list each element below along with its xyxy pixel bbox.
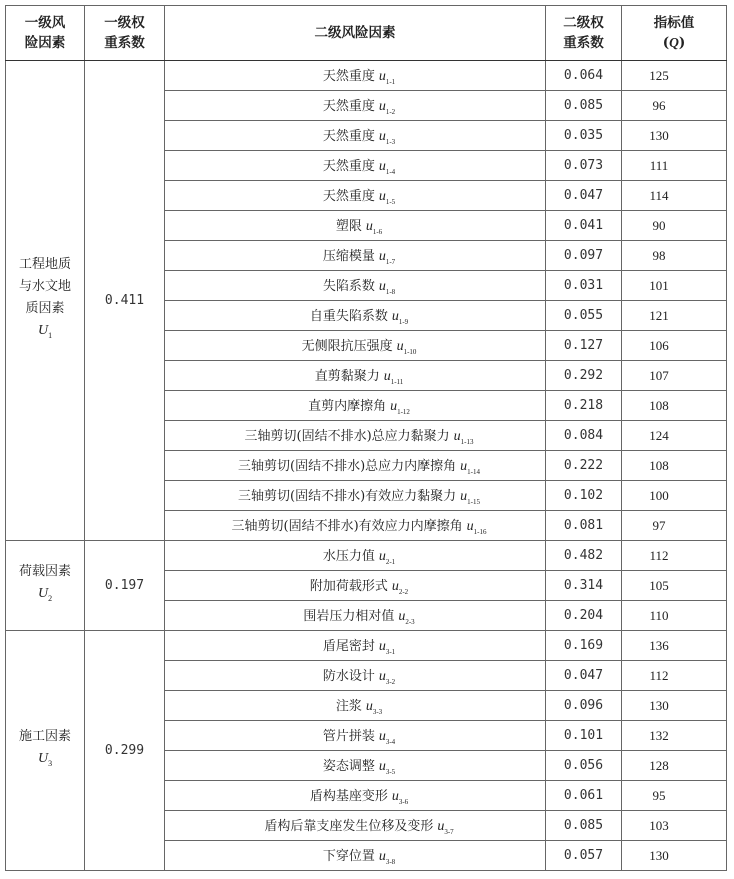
level2-factor-symbol: $u_{1-5}$ — [378, 189, 396, 206]
level2-factor-symbol: $u_{1-8}$ — [378, 279, 396, 296]
level2-factor-cell — [165, 91, 546, 121]
level2-factor-name: 防水设计 — [322, 669, 375, 685]
level2-weight-cell: 0.097 — [546, 241, 622, 271]
level1-factor-symbol: $U_1$ — [37, 323, 53, 340]
index-value-cell: 95 — [622, 781, 727, 811]
level2-factor-cell — [165, 211, 546, 241]
level2-factor-symbol: $u_{1-13}$ — [453, 429, 474, 446]
level2-factor-symbol: $u_{1-15}$ — [460, 489, 480, 506]
level1-weight-cell: 0.411 — [85, 61, 165, 541]
level2-weight-cell: 0.085 — [546, 811, 622, 841]
index-value-cell: 124 — [622, 421, 727, 451]
index-value-cell: 114 — [622, 181, 727, 211]
level2-factor-cell — [165, 571, 546, 601]
level2-factor-cell — [165, 721, 546, 751]
level1-factor-name: 质因素 — [25, 301, 65, 317]
table-row — [6, 541, 727, 571]
level2-weight-cell: 0.085 — [546, 91, 622, 121]
index-value-cell: 130 — [622, 121, 727, 151]
table-header-row — [6, 6, 727, 61]
level2-factor-name: 姿态调整 — [322, 759, 375, 775]
level2-factor-cell — [165, 271, 546, 301]
level2-factor-symbol: $u_{3-6}$ — [391, 789, 409, 806]
index-value-cell: 108 — [622, 391, 727, 421]
level2-factor-cell — [165, 61, 546, 91]
index-value-cell: 125 — [622, 61, 727, 91]
level2-factor-name: 三轴剪切(固结不排水)有效应力黏聚力 — [238, 489, 457, 505]
index-value-cell: 90 — [622, 211, 727, 241]
level2-weight-cell: 0.101 — [546, 721, 622, 751]
level2-factor-symbol: $u_{3-2}$ — [378, 669, 396, 686]
header-level2-weight: 二级权 重系数 — [546, 6, 622, 61]
level1-factor-symbol: $U_3$ — [37, 751, 53, 768]
level2-factor-symbol: $u_{2-1}$ — [378, 549, 396, 566]
level2-weight-cell: 0.204 — [546, 601, 622, 631]
level2-factor-cell — [165, 481, 546, 511]
level2-factor-symbol: $u_{1-4}$ — [378, 159, 396, 176]
level2-factor-symbol: $u_{1-1}$ — [378, 69, 396, 86]
level2-factor-symbol: $u_{3-1}$ — [378, 639, 396, 656]
level2-weight-cell: 0.127 — [546, 331, 622, 361]
level2-factor-cell — [165, 541, 546, 571]
level2-weight-cell: 0.041 — [546, 211, 622, 241]
level1-weight-cell: 0.197 — [85, 541, 165, 631]
level2-weight-cell: 0.102 — [546, 481, 622, 511]
level2-factor-symbol: $u_{1-9}$ — [391, 309, 409, 326]
level2-factor-symbol: $u_{1-6}$ — [365, 219, 383, 236]
level2-factor-name: 天然重度 — [322, 129, 375, 145]
index-value-cell: 97 — [622, 511, 727, 541]
header-level1-weight: 一级权 重系数 — [85, 6, 165, 61]
level2-weight-cell: 0.292 — [546, 361, 622, 391]
level2-factor-cell — [165, 751, 546, 781]
level2-weight-cell: 0.169 — [546, 631, 622, 661]
level2-factor-symbol: $u_{3-7}$ — [437, 819, 454, 836]
index-value-cell: 107 — [622, 361, 727, 391]
table-row — [6, 61, 727, 91]
level2-factor-cell — [165, 631, 546, 661]
index-value-cell: 112 — [622, 661, 727, 691]
level2-factor-name: 水压力值 — [322, 549, 375, 565]
index-value-cell: 110 — [622, 601, 727, 631]
index-value-cell: 96 — [622, 91, 727, 121]
level1-factor-symbol: $U_2$ — [37, 586, 53, 603]
level2-weight-cell: 0.081 — [546, 511, 622, 541]
level2-weight-cell: 0.047 — [546, 181, 622, 211]
level2-factor-name: 围岩压力相对值 — [303, 609, 395, 625]
table-body — [6, 61, 727, 871]
level1-factor-name: 施工因素 — [18, 729, 71, 745]
level1-factor-name: 工程地质 — [18, 257, 71, 273]
level2-factor-name: 三轴剪切(固结不排水)总应力黏聚力 — [244, 429, 450, 445]
level2-factor-cell — [165, 121, 546, 151]
level1-factor-cell — [6, 541, 85, 631]
index-value-cell: 105 — [622, 571, 727, 601]
level2-factor-name: 塑限 — [335, 219, 362, 235]
level2-factor-symbol: $u_{1-16}$ — [466, 519, 487, 536]
level2-factor-symbol: $u_{1-11}$ — [383, 369, 404, 386]
level2-weight-cell: 0.064 — [546, 61, 622, 91]
index-value-cell: 132 — [622, 721, 727, 751]
level2-factor-cell — [165, 811, 546, 841]
level2-factor-symbol: $u_{2-3}$ — [398, 609, 415, 626]
level2-weight-cell: 0.222 — [546, 451, 622, 481]
level2-factor-cell — [165, 691, 546, 721]
level2-weight-cell: 0.031 — [546, 271, 622, 301]
level2-factor-symbol: $u_{3-4}$ — [378, 729, 396, 746]
level2-weight-cell: 0.096 — [546, 691, 622, 721]
level2-factor-cell — [165, 781, 546, 811]
index-value-cell: 130 — [622, 691, 727, 721]
level2-factor-cell — [165, 391, 546, 421]
level2-factor-name: 三轴剪切(固结不排水)总应力内摩擦角 — [238, 459, 457, 475]
level2-factor-symbol: $u_{3-8}$ — [378, 849, 396, 866]
table-row — [6, 631, 727, 661]
level2-weight-cell: 0.314 — [546, 571, 622, 601]
level2-weight-cell: 0.218 — [546, 391, 622, 421]
level2-factor-symbol: $u_{1-2}$ — [378, 99, 396, 116]
level2-weight-cell: 0.057 — [546, 841, 622, 871]
level2-factor-cell — [165, 421, 546, 451]
level2-factor-name: 失陷系数 — [322, 279, 375, 295]
level2-factor-symbol: $u_{1-7}$ — [378, 249, 396, 266]
index-value-cell: 106 — [622, 331, 727, 361]
level2-factor-symbol: $u_{2-2}$ — [391, 579, 409, 596]
level2-factor-symbol: $u_{1-10}$ — [396, 339, 417, 356]
level2-factor-name: 盾构基座变形 — [309, 789, 388, 805]
level1-factor-cell — [6, 631, 85, 871]
level2-factor-name: 天然重度 — [322, 159, 375, 175]
level2-factor-name: 盾尾密封 — [322, 639, 375, 655]
level2-weight-cell: 0.055 — [546, 301, 622, 331]
level1-weight-cell: 0.299 — [85, 631, 165, 871]
level2-weight-cell: 0.073 — [546, 151, 622, 181]
level2-factor-cell — [165, 151, 546, 181]
level2-factor-name: 自重失陷系数 — [309, 309, 388, 325]
level1-factor-cell — [6, 61, 85, 541]
level2-factor-name: 注浆 — [335, 699, 362, 715]
level2-factor-name: 天然重度 — [322, 69, 375, 85]
index-value-cell: 101 — [622, 271, 727, 301]
index-value-cell: 98 — [622, 241, 727, 271]
level2-factor-name: 盾构后靠支座发生位移及变形 — [264, 819, 434, 835]
level2-factor-name: 附加荷载形式 — [309, 579, 388, 595]
level2-factor-cell — [165, 841, 546, 871]
level2-factor-cell — [165, 511, 546, 541]
level2-factor-symbol: $u_{3-3}$ — [365, 699, 383, 716]
level2-factor-cell — [165, 661, 546, 691]
level2-weight-cell: 0.047 — [546, 661, 622, 691]
index-value-cell: 128 — [622, 751, 727, 781]
index-value-cell: 103 — [622, 811, 727, 841]
level2-factor-name: 天然重度 — [322, 189, 375, 205]
level2-factor-cell — [165, 451, 546, 481]
level2-factor-symbol: $u_{1-12}$ — [390, 399, 410, 416]
level2-factor-symbol: $u_{3-5}$ — [378, 759, 396, 776]
level2-factor-name: 无侧限抗压强度 — [301, 339, 393, 355]
index-value-cell: 111 — [622, 151, 727, 181]
header-level1-factor: 一级风 险因素 — [6, 6, 85, 61]
index-value-cell: 130 — [622, 841, 727, 871]
level2-factor-symbol: $u_{1-3}$ — [378, 129, 396, 146]
level2-factor-name: 下穿位置 — [322, 849, 375, 865]
level2-weight-cell: 0.061 — [546, 781, 622, 811]
header-level2-factor: 二级风险因素 — [165, 6, 546, 61]
level2-factor-cell — [165, 601, 546, 631]
level2-factor-cell — [165, 331, 546, 361]
index-value-cell: 100 — [622, 481, 727, 511]
level2-weight-cell: 0.482 — [546, 541, 622, 571]
level1-factor-name: 荷载因素 — [18, 564, 71, 580]
index-value-cell: 112 — [622, 541, 727, 571]
level2-factor-cell — [165, 361, 546, 391]
level2-factor-cell — [165, 301, 546, 331]
level2-factor-cell — [165, 181, 546, 211]
level2-weight-cell: 0.056 — [546, 751, 622, 781]
level2-factor-symbol: $u_{1-14}$ — [460, 459, 480, 476]
index-value-cell: 121 — [622, 301, 727, 331]
level2-factor-name: 直剪黏聚力 — [314, 369, 380, 385]
level2-weight-cell: 0.035 — [546, 121, 622, 151]
level2-weight-cell: 0.084 — [546, 421, 622, 451]
level2-factor-name: 天然重度 — [322, 99, 375, 115]
index-value-cell: 108 — [622, 451, 727, 481]
level1-factor-name: 与水文地 — [18, 279, 71, 295]
level2-factor-name: 压缩模量 — [322, 249, 375, 265]
level2-factor-name: 直剪内摩擦角 — [308, 399, 387, 415]
index-value-cell: 136 — [622, 631, 727, 661]
header-index-value: 指标值 (Q) — [622, 6, 727, 61]
level2-factor-name: 管片拼装 — [322, 729, 375, 745]
risk-factor-table — [5, 5, 727, 871]
level2-factor-cell — [165, 241, 546, 271]
level2-factor-name: 三轴剪切(固结不排水)有效应力内摩擦角 — [231, 519, 463, 535]
